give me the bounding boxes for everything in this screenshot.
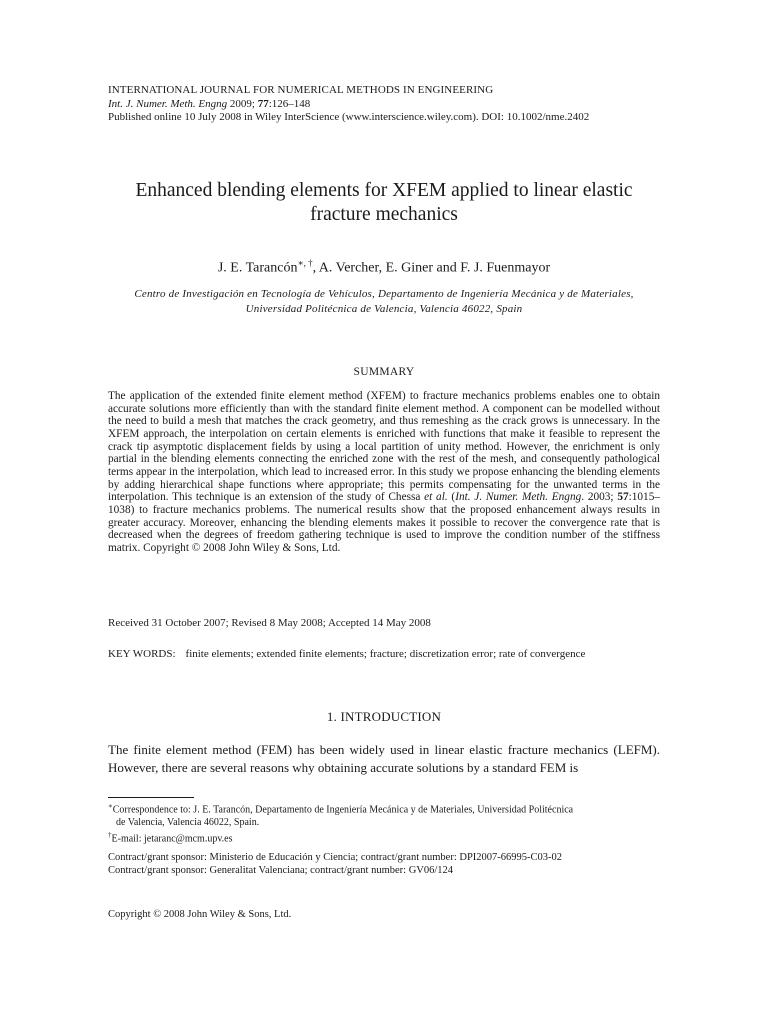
abstract-text-2: ( — [447, 491, 456, 504]
journal-abbrev: Int. J. Numer. Meth. Engng — [108, 97, 228, 110]
title-line-1: Enhanced blending elements for XFEM applied to linear elastic — [135, 180, 633, 201]
affiliation-line-2: Universidad Politécnica de Valencia, Valencia 46022, Spain — [245, 302, 523, 315]
affiliation — [100, 287, 668, 316]
grant-line-2: Contract/grant sponsor: Generalitat Valenciana; contract/grant number: GV06/124 — [108, 864, 454, 876]
abstract-body — [108, 390, 660, 555]
footnote-mark-1: ∗ — [108, 802, 113, 810]
received-dates: Received 31 October 2007; Revised 8 May 2008; Accepted 14 May 2008 — [108, 617, 431, 629]
footnote-mark-2: † — [108, 831, 112, 840]
footnote-correspondence — [108, 800, 668, 817]
footnote-email — [108, 829, 668, 846]
journal-name: INTERNATIONAL JOURNAL FOR NUMERICAL METHODS IN ENGINEERING — [108, 84, 494, 96]
abstract-ref-journal: Int. J. Numer. Meth. Engng — [455, 491, 582, 504]
section-heading-introduction: 1. INTRODUCTION — [326, 709, 442, 724]
abstract-text-3: . 2003; — [581, 491, 618, 504]
paper-title — [100, 179, 668, 227]
keywords-label: KEY WORDS: — [108, 648, 176, 660]
footnote-correspondence-text: Correspondence to: J. E. Tarancón, Departamento de Ingeniería Mecánica y de Materiales, Universidad Politécnica — [112, 804, 574, 816]
citation-volume: 77 — [257, 97, 269, 110]
abstract-ref-volume: 57 — [617, 491, 629, 504]
author-others: , A. Vercher, E. Giner and F. J. Fuenmayor — [312, 260, 551, 276]
abstract-text-4: :1015–1038) to fracture mechanics problems. The numerical results show that the proposed enhancement always results in greater accuracy. Moreover, enhancing the blending elements makes it possible to recover the convergence rate that is decreased when the degrees of freedom gathering technique is used to improve the condition number of the stiffness matrix. Copyright © 2008 John Wiley & Sons, Ltd. — [108, 491, 660, 554]
affiliation-line-1: Centro de Investigación en Tecnología de Vehículos, Departamento de Ingeniería Mecánica y de Materiales, — [134, 288, 634, 300]
footnote-rule — [108, 797, 194, 798]
author-list — [100, 254, 668, 278]
journal-citation — [108, 98, 668, 112]
journal-header — [108, 84, 668, 125]
footnotes — [108, 800, 668, 846]
keywords-text: finite elements; extended finite elements; fracture; discretization error; rate of convergence — [185, 648, 586, 660]
publication-info: Published online 10 July 2008 in Wiley InterScience (www.interscience.wiley.com). DOI: 10.1002/nme.2402 — [108, 111, 590, 123]
copyright-notice: Copyright © 2008 John Wiley & Sons, Ltd. — [108, 909, 292, 920]
author-corresponding: J. E. Tarancón — [217, 260, 298, 276]
keywords — [108, 648, 668, 660]
footnote-correspondence-cont: de Valencia, Valencia 46022, Spain. — [116, 816, 260, 828]
abstract-text-1: The application of the extended finite element method (XFEM) to fracture mechanics problems enables one to obtain accurate solutions more efficiently than with the standard finite element method. A component can be modelled without the need to build a mesh that matches the crack geometry, and thus remeshing as the crack grows is unnecessary. In the XFEM approach, the interpolation on certain elements is enriched with functions that make it feasible to represent the crack tip asymptotic displacement fields by using a local partition of unity method. However, the enrichment is only partial in the blending elements connecting the enriched zone with the rest of the mesh, and consequently pathological terms appear in the interpolation, which lead to increased error. In this study we propose enhancing the blending elements by adding hierarchical shape functions where appropriate; this permits compensating for the unwanted terms in the interpolation. This technique is an extension of the study of Chessa — [108, 390, 660, 504]
grant-line-1: Contract/grant sponsor: Ministerio de Educación y Ciencia; contract/grant number: DPI2007-66995-C03-02 — [108, 852, 563, 863]
title-line-2: fracture mechanics — [310, 204, 458, 225]
citation-year: 2009; — [227, 97, 258, 110]
footnote-email-text: E-mail: jetaranc@mcm.upv.es — [111, 833, 233, 845]
abstract-et-al: et al. — [424, 491, 448, 504]
summary-heading: SUMMARY — [353, 366, 415, 378]
introduction-text: The finite element method (FEM) has been widely used in linear elastic fracture mechanics (LEFM). However, there are several reasons why obtaining accurate solutions by a standard FEM is — [108, 742, 660, 775]
grant-info — [108, 852, 668, 877]
citation-pages: :126–148 — [268, 97, 311, 110]
author-footnote-marks: ∗, † — [297, 258, 313, 268]
